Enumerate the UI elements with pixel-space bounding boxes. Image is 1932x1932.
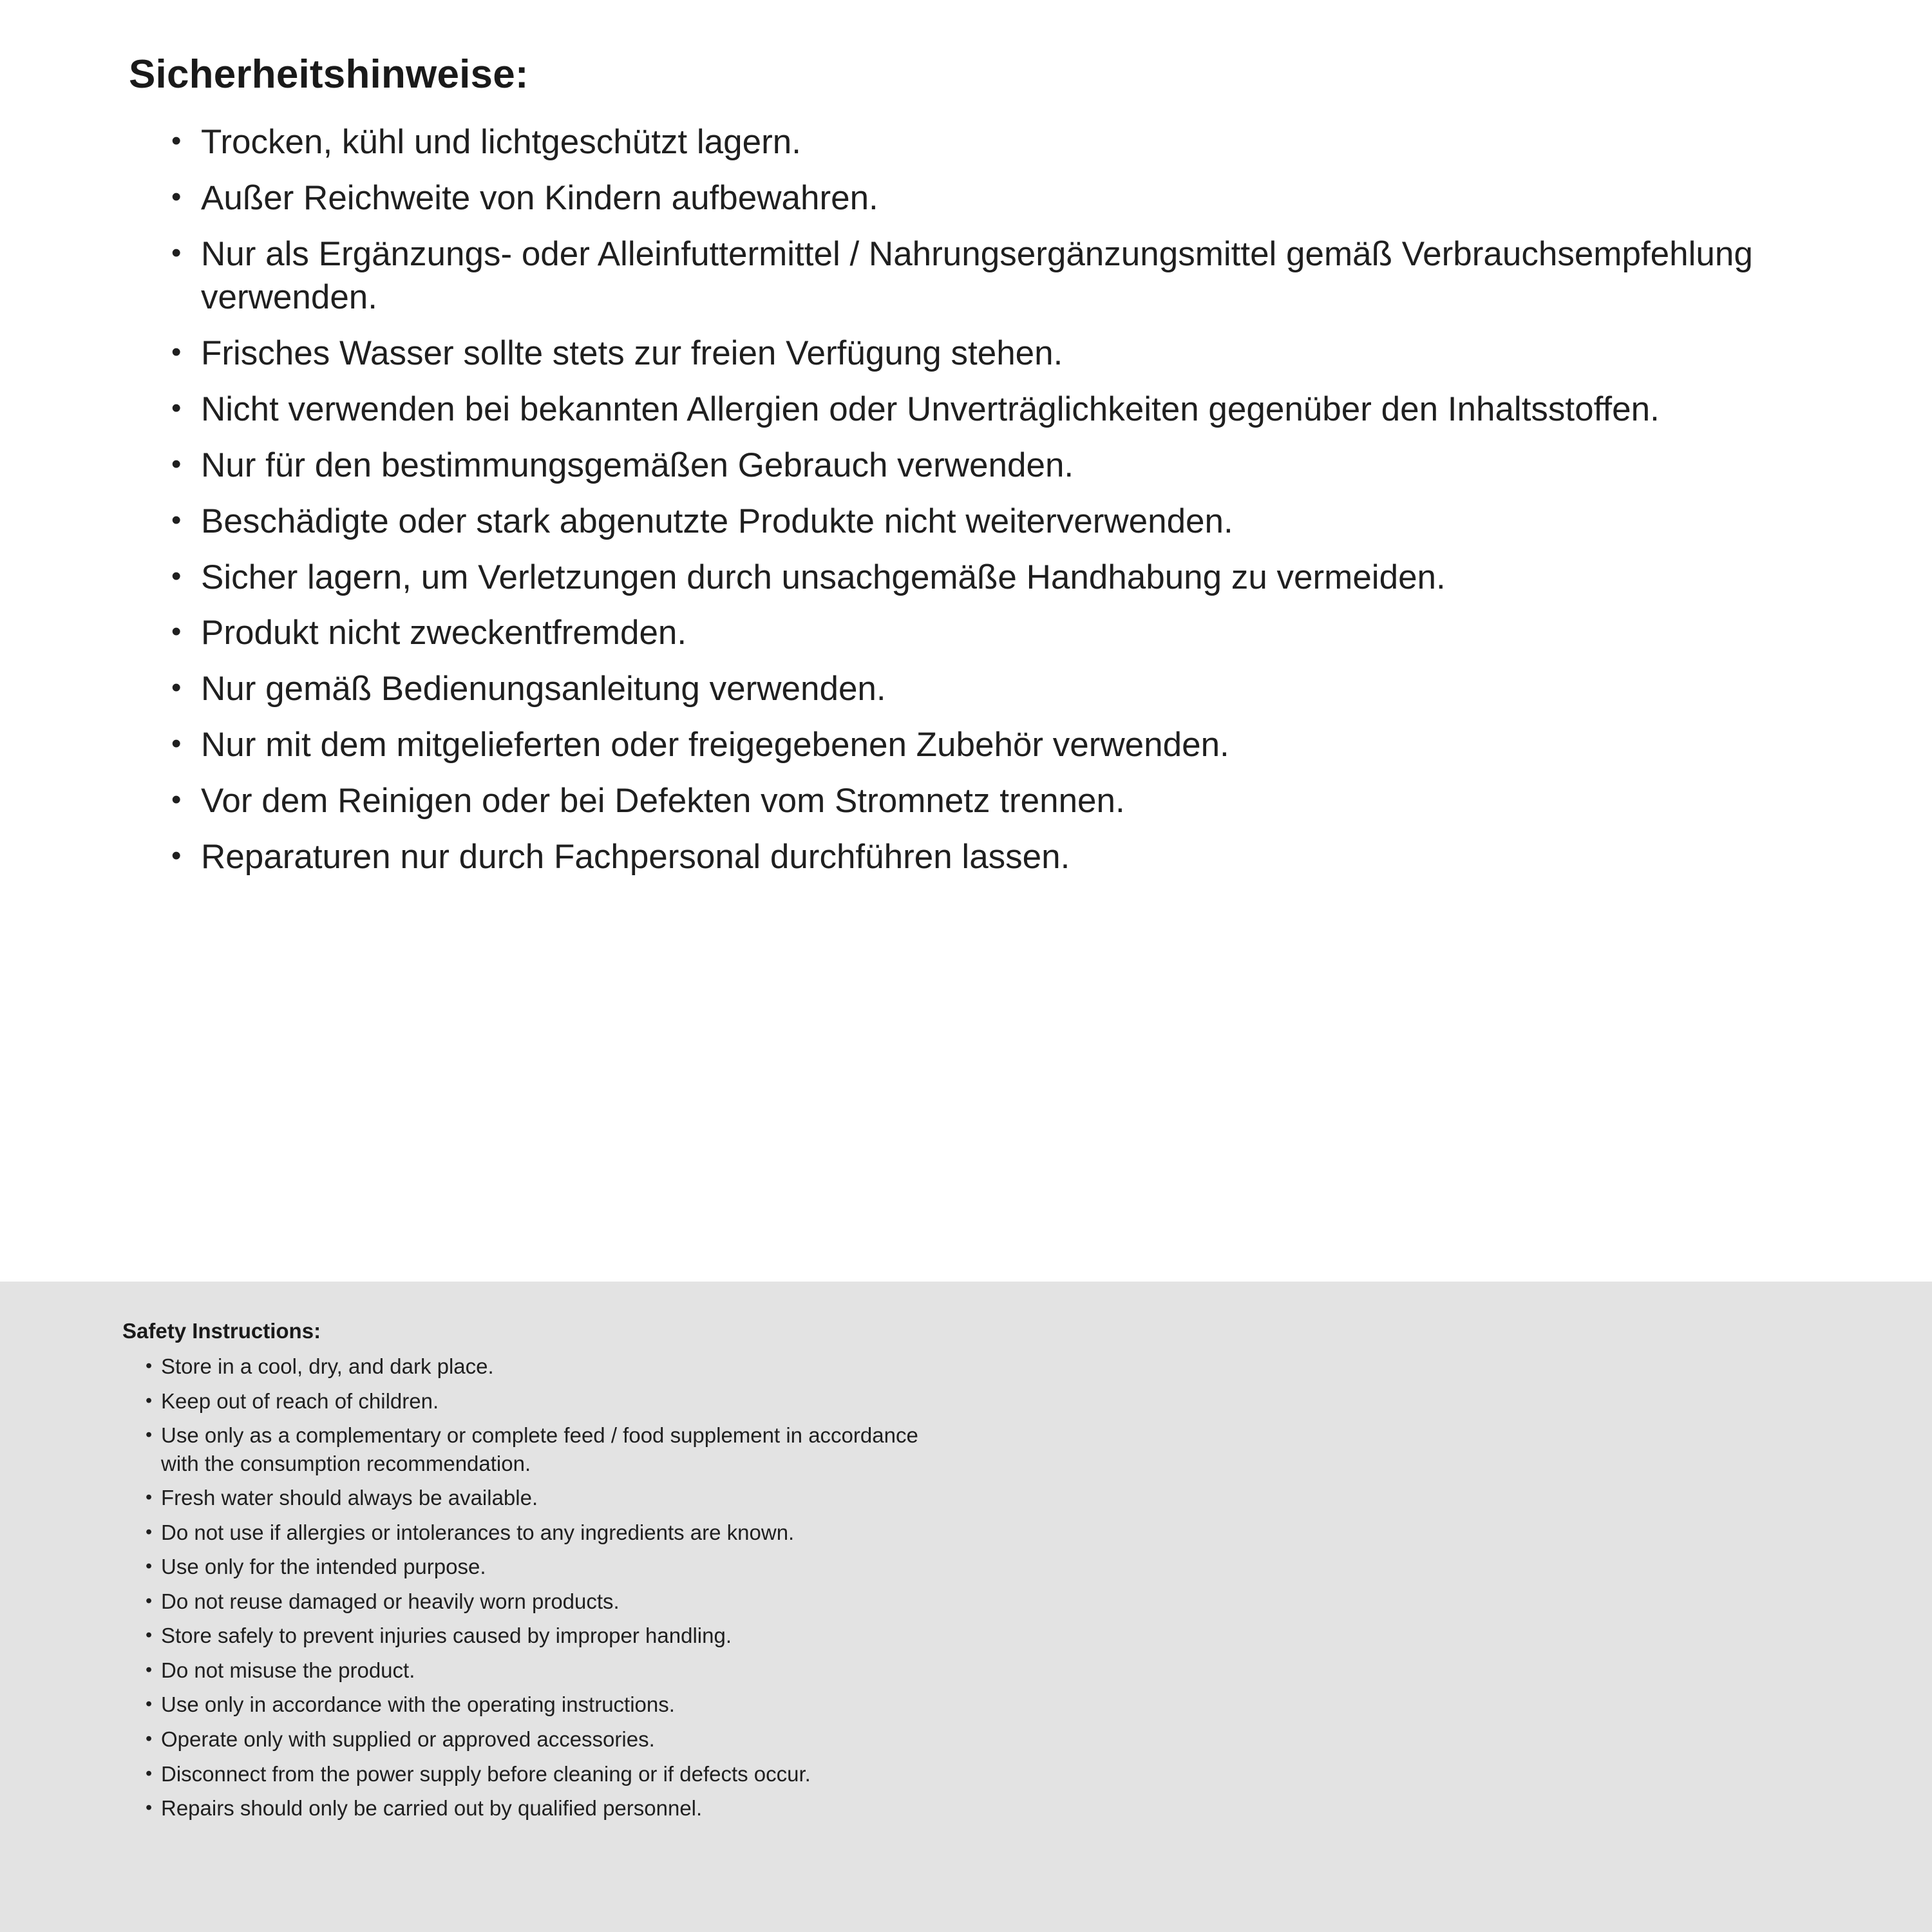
english-section-heading: Safety Instructions: xyxy=(122,1319,321,1343)
list-item: • Trocken, kühl und lichtgeschützt lagern. xyxy=(167,120,1835,164)
list-item: • Nur für den bestimmungsgemäßen Gebrauch verwenden. xyxy=(167,444,1835,488)
list-item: • Store in a cool, dry, and dark place. xyxy=(144,1352,956,1381)
list-item: • Use only for the intended purpose. xyxy=(144,1553,956,1581)
list-item: • Nur mit dem mitgelieferten oder freigegebenen Zubehör verwenden. xyxy=(167,723,1835,767)
list-item: • Operate only with supplied or approved accessories. xyxy=(144,1725,956,1754)
list-item: • Do not reuse damaged or heavily worn products. xyxy=(144,1587,956,1616)
list-item: • Frisches Wasser sollte stets zur freien Verfügung stehen. xyxy=(167,332,1835,375)
list-item: • Keep out of reach of children. xyxy=(144,1387,956,1416)
english-safety-section xyxy=(0,1282,1932,1932)
german-section-heading: Sicherheitshinweise: xyxy=(129,52,529,97)
list-item: • Disconnect from the power supply before cleaning or if defects occur. xyxy=(144,1760,956,1788)
german-safety-list xyxy=(129,120,1835,879)
list-item: • Use only in accordance with the operating instructions. xyxy=(144,1690,956,1719)
list-item: • Nur gemäß Bedienungsanleitung verwenden. xyxy=(167,667,1835,711)
list-item: • Sicher lagern, um Verletzungen durch unsachgemäße Handhabung zu vermeiden. xyxy=(167,556,1835,600)
list-item: • Store safely to prevent injuries caused by improper handling. xyxy=(144,1622,956,1650)
list-item: • Do not misuse the product. xyxy=(144,1656,956,1685)
list-item: • Beschädigte oder stark abgenutzte Produkte nicht weiterverwenden. xyxy=(167,500,1835,544)
list-item: • Nur als Ergänzungs- oder Alleinfuttermittel / Nahrungsergänzungsmittel gemäß Verbrauchsempfehlung verwenden. xyxy=(167,232,1835,320)
list-item: • Vor dem Reinigen oder bei Defekten vom Stromnetz trennen. xyxy=(167,779,1835,823)
list-item: • Fresh water should always be available. xyxy=(144,1484,956,1512)
list-item: • Repairs should only be carried out by qualified personnel. xyxy=(144,1794,956,1823)
list-item: • Use only as a complementary or complete feed / food supplement in accordance with the consumption recommendation. xyxy=(144,1421,956,1477)
list-item: • Nicht verwenden bei bekannten Allergien oder Unverträglichkeiten gegenüber den Inhaltsstoffen. xyxy=(167,388,1835,431)
english-two-column-layout xyxy=(122,1319,1855,1834)
list-item: • Reparaturen nur durch Fachpersonal durchführen lassen. xyxy=(167,835,1835,879)
list-item: • Produkt nicht zweckentfremden. xyxy=(167,611,1835,655)
list-item: • Außer Reichweite von Kindern aufbewahren. xyxy=(167,176,1835,220)
list-item: • Do not use if allergies or intolerances to any ingredients are known. xyxy=(144,1519,956,1547)
english-safety-list xyxy=(122,1352,956,1823)
